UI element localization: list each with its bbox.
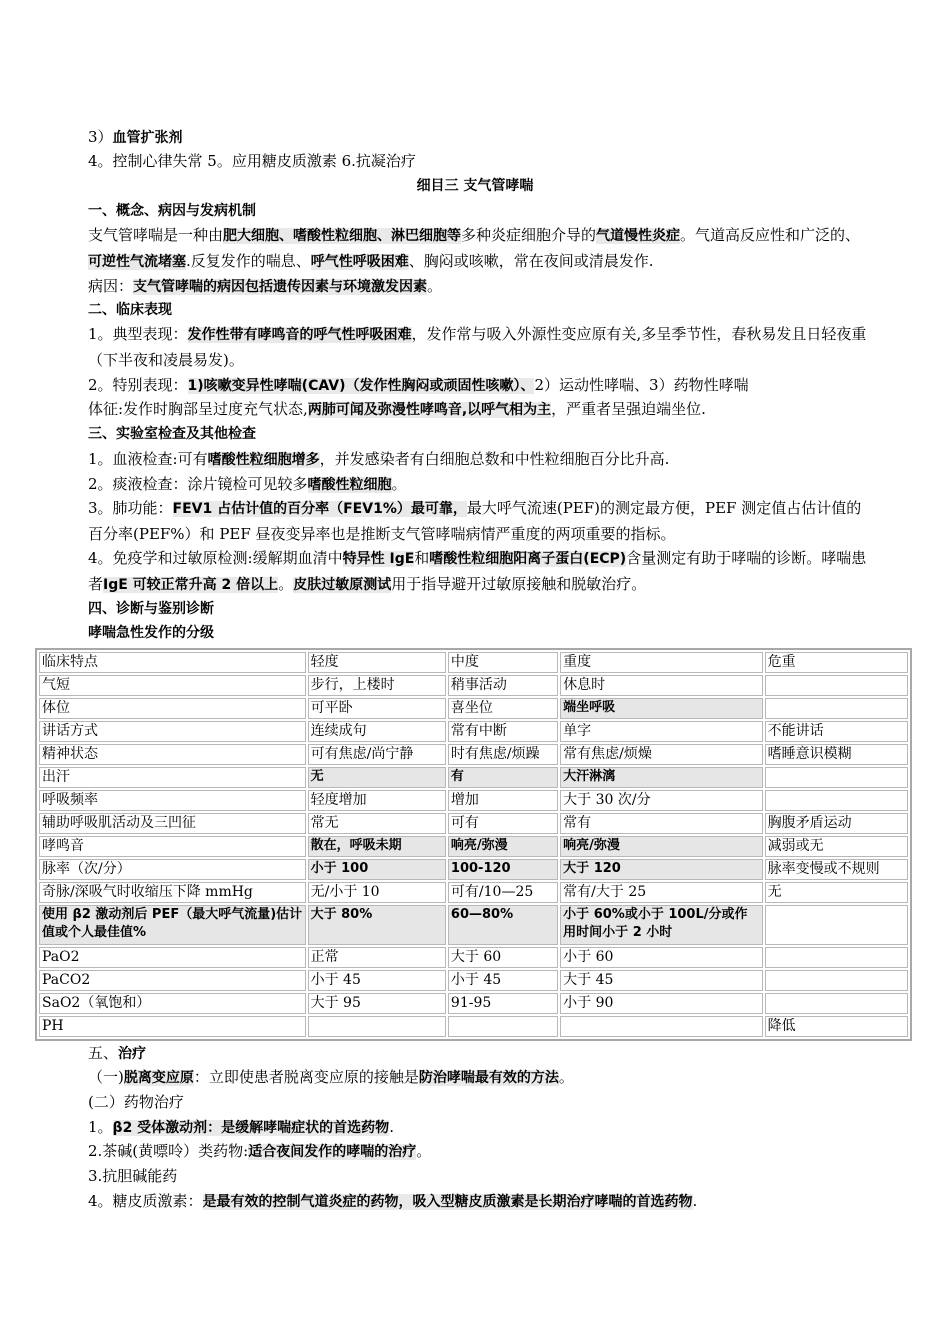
text-run: 2.茶碱(黄嘌呤）类药物: [88, 1142, 249, 1160]
emphasis-text: 可逆性气流堵塞 [88, 254, 186, 270]
table-cell: 出汗 [39, 767, 306, 788]
table-cell [560, 1016, 762, 1037]
heading-clinical: 二、临床表现 [88, 302, 172, 318]
table-cell: 小于 45 [308, 970, 446, 991]
table-cell [765, 698, 908, 719]
table-cell: 大于 80% [308, 905, 446, 945]
heading-treatment: 五、治疗 [88, 1044, 147, 1062]
text-run: ，并发感染者有白细胞总数和中性粒细胞百分比升高. [319, 450, 670, 468]
emphasis-text: 肥大细胞、嗜酸性粒细胞、淋巴细胞等 [223, 228, 462, 244]
emphasis-text: 发作性带有哮鸣音的呼气性呼吸困难 [187, 327, 412, 343]
text-run: 、胸闷或咳嗽，常在夜间或清晨发作. [408, 252, 654, 270]
table-cell: 步行，上楼时 [308, 675, 446, 696]
text-run: 多种炎症细胞介导的 [461, 226, 597, 244]
emphasis-text: 适合夜间发作的哮喘的治疗 [248, 1144, 417, 1160]
heading-diagnosis: 四、诊断与鉴别诊断 [88, 601, 214, 617]
emphasis-text: 气道慢性炎症 [596, 228, 681, 244]
table-row [39, 970, 908, 991]
emphasis-text: 是最有效的控制气道炎症的药物，吸入型糖皮质激素是长期治疗哮喘的首选药物 [202, 1194, 693, 1210]
text-run: 含量测定有助于哮喘的诊断。哮喘患者 [88, 549, 867, 593]
table-cell [765, 947, 908, 968]
para-anticholinergic: 3.抗胆碱能药 [88, 1167, 178, 1185]
emphasis-text: 1)咳嗽变异性哮喘(CAV)（发作性胸闷或顽固性咳嗽）、 [187, 378, 535, 394]
para-definition [88, 223, 868, 275]
table-row [39, 836, 908, 857]
para-special [88, 374, 868, 397]
table-row [39, 859, 908, 880]
emphasis-text: FEV1 占估计值的百分率（FEV1%）最可靠， [172, 501, 467, 517]
text-run: 4。免疫学和过敏原检测:缓解期血清中 [88, 549, 343, 567]
table-cell: 体位 [39, 698, 306, 719]
table-cell: 响亮/弥漫 [448, 836, 558, 857]
table-cell: 小于 100 [308, 859, 446, 880]
table-cell: 奇脉/深吸气时收缩压下降 mmHg [39, 882, 306, 903]
table-cell: 无 [765, 882, 908, 903]
table-cell: PaCO2 [39, 970, 306, 991]
text-run: 支气管哮喘是一种由 [88, 226, 224, 244]
text-run: 3。肺功能： [88, 499, 173, 517]
text-run: 2。痰液检查：涂片镜检可见较多 [88, 475, 308, 493]
table-row [39, 905, 908, 945]
emphasis-text: 支气管哮喘的病因包括遗传因素与环境激发因素 [133, 279, 428, 295]
table-row [39, 767, 908, 788]
table-cell: 时有焦虑/烦躁 [448, 744, 558, 765]
line-treatment-list: 4。控制心律失常 5。应用糖皮质激素 6.抗凝治疗 [88, 152, 416, 170]
table-cell: 可有 [448, 813, 558, 834]
table-cell: 脉率变慢或不规则 [765, 859, 908, 880]
text-run: 和 [414, 549, 430, 567]
table-cell: 100-120 [448, 859, 558, 880]
text-run: 。 [416, 1142, 432, 1160]
table-cell: 危重 [765, 652, 908, 673]
table-cell: 大于 45 [560, 970, 762, 991]
para-lung-function [88, 496, 868, 547]
table-cell [765, 767, 908, 788]
table-row [39, 790, 908, 811]
emphasis-text: 防治哮喘最有效的方法 [418, 1070, 559, 1086]
text-run: 4。糖皮质激素： [88, 1192, 203, 1210]
emphasis-text: 呼气性呼吸困难 [310, 254, 409, 270]
emphasis-text: 皮肤过敏原测试 [293, 577, 392, 593]
table-row [39, 993, 908, 1014]
para-beta2 [88, 1116, 868, 1139]
table-cell: 91-95 [448, 993, 558, 1014]
text-run: 体征:发作时胸部呈过度充气状态, [88, 400, 308, 418]
severity-table [35, 648, 912, 1041]
para-signs [88, 398, 868, 421]
heading-concept: 一、概念、病因与发病机制 [88, 203, 256, 219]
text-run: 1。血液检查:可有 [88, 450, 208, 468]
table-cell: 脉率（次/分） [39, 859, 306, 880]
table-cell [448, 1016, 558, 1037]
table-cell: 常有/大于 25 [560, 882, 762, 903]
table-cell: 增加 [448, 790, 558, 811]
para-theophylline [88, 1140, 868, 1163]
emphasis-text: 特异性 IgE [342, 551, 415, 567]
table-cell: 常有焦虑/烦燥 [560, 744, 762, 765]
emphasis-text: 两肺可闻及弥漫性哮鸣音,以呼气相为主 [307, 402, 552, 418]
table-cell: 讲话方式 [39, 721, 306, 742]
table-cell: 精神状态 [39, 744, 306, 765]
text-run: ：立即使患者脱离变应原的接触是 [193, 1068, 419, 1086]
table-cell: 减弱或无 [765, 836, 908, 857]
table-row [39, 721, 908, 742]
table-cell: 轻度 [308, 652, 446, 673]
table-cell: 喜坐位 [448, 698, 558, 719]
table-row [39, 675, 908, 696]
table-cell: 常无 [308, 813, 446, 834]
table-cell: 使用 β2 激动剂后 PEF（最大呼气流量)估计值或个人最佳值% [39, 905, 306, 945]
para-etiology [88, 275, 868, 298]
text-run: 最大呼气流速(PEF)的测定最方便，PEF 测定值占估计值的百分率(PEF%）和 PEF 昼夜变异率也是推断支气管哮喘病情严重度的两项重要的指标。 [88, 499, 862, 543]
emphasis-text: 嗜酸性粒细胞阳离子蛋白(ECP) [429, 551, 627, 567]
table-row [39, 698, 908, 719]
table-cell: SaO2（氧饱和） [39, 993, 306, 1014]
table-row [39, 813, 908, 834]
table-cell: 重度 [560, 652, 762, 673]
table-cell: 大于 120 [560, 859, 762, 880]
table-cell: 可有焦虑/尚宁静 [308, 744, 446, 765]
text-run: . [692, 1192, 698, 1210]
table-cell [765, 675, 908, 696]
table-cell: 小于 60%或小于 100L/分或作用时间小于 2 小时 [560, 905, 762, 945]
text-run: （一) [88, 1068, 124, 1086]
para-sputum [88, 473, 868, 496]
emphasis-text: 脱离变应原 [123, 1070, 194, 1086]
table-cell: 气短 [39, 675, 306, 696]
text-run: 病因： [88, 277, 134, 295]
table-cell: 不能讲话 [765, 721, 908, 742]
table-cell: 轻度增加 [308, 790, 446, 811]
para-typical [88, 322, 868, 373]
table-cell: 大于 60 [448, 947, 558, 968]
table-row [39, 882, 908, 903]
table-cell: PH [39, 1016, 306, 1037]
table-cell: 正常 [308, 947, 446, 968]
table-cell [765, 905, 908, 945]
emphasis-text: 嗜酸性粒细胞增多 [207, 452, 320, 468]
emphasis-text: IgE 可较正常升高 2 倍以上 [103, 577, 279, 593]
text-run: 1。典型表现： [88, 325, 188, 343]
table-cell: 稍事活动 [448, 675, 558, 696]
heading-lab: 三、实验室检查及其他检查 [88, 426, 256, 442]
table-cell: 中度 [448, 652, 558, 673]
text-run: ，发作常与吸入外源性变应原有关,多呈季节性，春秋易发且日轻夜重（下半夜和凌晨易发)。 [88, 325, 867, 369]
table-cell: 胸腹矛盾运动 [765, 813, 908, 834]
text-run: 2。特别表现： [88, 376, 188, 394]
text-run: 。 [558, 1068, 574, 1086]
table-cell: 哮鸣音 [39, 836, 306, 857]
table-row [39, 744, 908, 765]
para-immunology [88, 546, 868, 598]
table-cell [308, 1016, 446, 1037]
table-cell: 大于 95 [308, 993, 446, 1014]
table-cell: 临床特点 [39, 652, 306, 673]
table-cell: 可有/10—25 [448, 882, 558, 903]
table-row [39, 947, 908, 968]
table-cell: 单字 [560, 721, 762, 742]
table-cell: 呼吸频率 [39, 790, 306, 811]
text-run: .反复发作的喘息、 [186, 252, 311, 270]
table-cell: 嗜睡意识模糊 [765, 744, 908, 765]
table-cell: 散在，呼吸未期 [308, 836, 446, 857]
para-avoid-allergen [88, 1066, 868, 1089]
text-run: 。 [427, 277, 443, 295]
table-caption: 哮喘急性发作的分级 [88, 625, 214, 641]
table-row [39, 1016, 908, 1037]
table-cell: 无/小于 10 [308, 882, 446, 903]
emphasis-text: β2 受体激动剂：是缓解哮喘症状的首选药物 [112, 1120, 390, 1136]
table-cell: 端坐呼吸 [560, 698, 762, 719]
para-blood [88, 448, 868, 471]
text-run: 用于指导避开过敏原接触和脱敏治疗。 [391, 575, 647, 593]
table-cell: 常有 [560, 813, 762, 834]
table-cell: 大汗淋漓 [560, 767, 762, 788]
text-run: ，严重者呈强迫端坐位. [551, 400, 706, 418]
line-vasodilator: 3）血管扩张剂 [88, 128, 183, 146]
table-cell [765, 970, 908, 991]
text-run: 。气道高反应性和广泛的、 [680, 226, 861, 244]
text-run: . [389, 1118, 394, 1136]
table-cell: 小于 60 [560, 947, 762, 968]
emphasis-text: 嗜酸性粒细胞 [307, 477, 392, 493]
table-cell: 小于 45 [448, 970, 558, 991]
table-cell: 常有中断 [448, 721, 558, 742]
table-cell: 大于 30 次/分 [560, 790, 762, 811]
text-run: 。 [391, 475, 407, 493]
section-title: 细目三 支气管哮喘 [416, 178, 534, 194]
table-cell: 辅助呼吸肌活动及三凹征 [39, 813, 306, 834]
table-cell: 连续成句 [308, 721, 446, 742]
table-cell [765, 790, 908, 811]
text-run: 1。 [88, 1118, 113, 1136]
table-cell [765, 993, 908, 1014]
text-run: 。 [278, 575, 294, 593]
table-cell: PaO2 [39, 947, 306, 968]
text-run: 2）运动性哮喘、3）药物性哮喘 [534, 376, 749, 394]
table-cell: 小于 90 [560, 993, 762, 1014]
table-cell: 无 [308, 767, 446, 788]
table-cell: 60—80% [448, 905, 558, 945]
table-cell: 降低 [765, 1016, 908, 1037]
table-header-row [39, 652, 908, 673]
para-corticosteroid [88, 1190, 868, 1213]
para-drug-therapy: (二）药物治疗 [88, 1093, 184, 1111]
table-cell: 休息时 [560, 675, 762, 696]
table-cell: 有 [448, 767, 558, 788]
table-cell: 响亮/弥漫 [560, 836, 762, 857]
table-cell: 可平卧 [308, 698, 446, 719]
